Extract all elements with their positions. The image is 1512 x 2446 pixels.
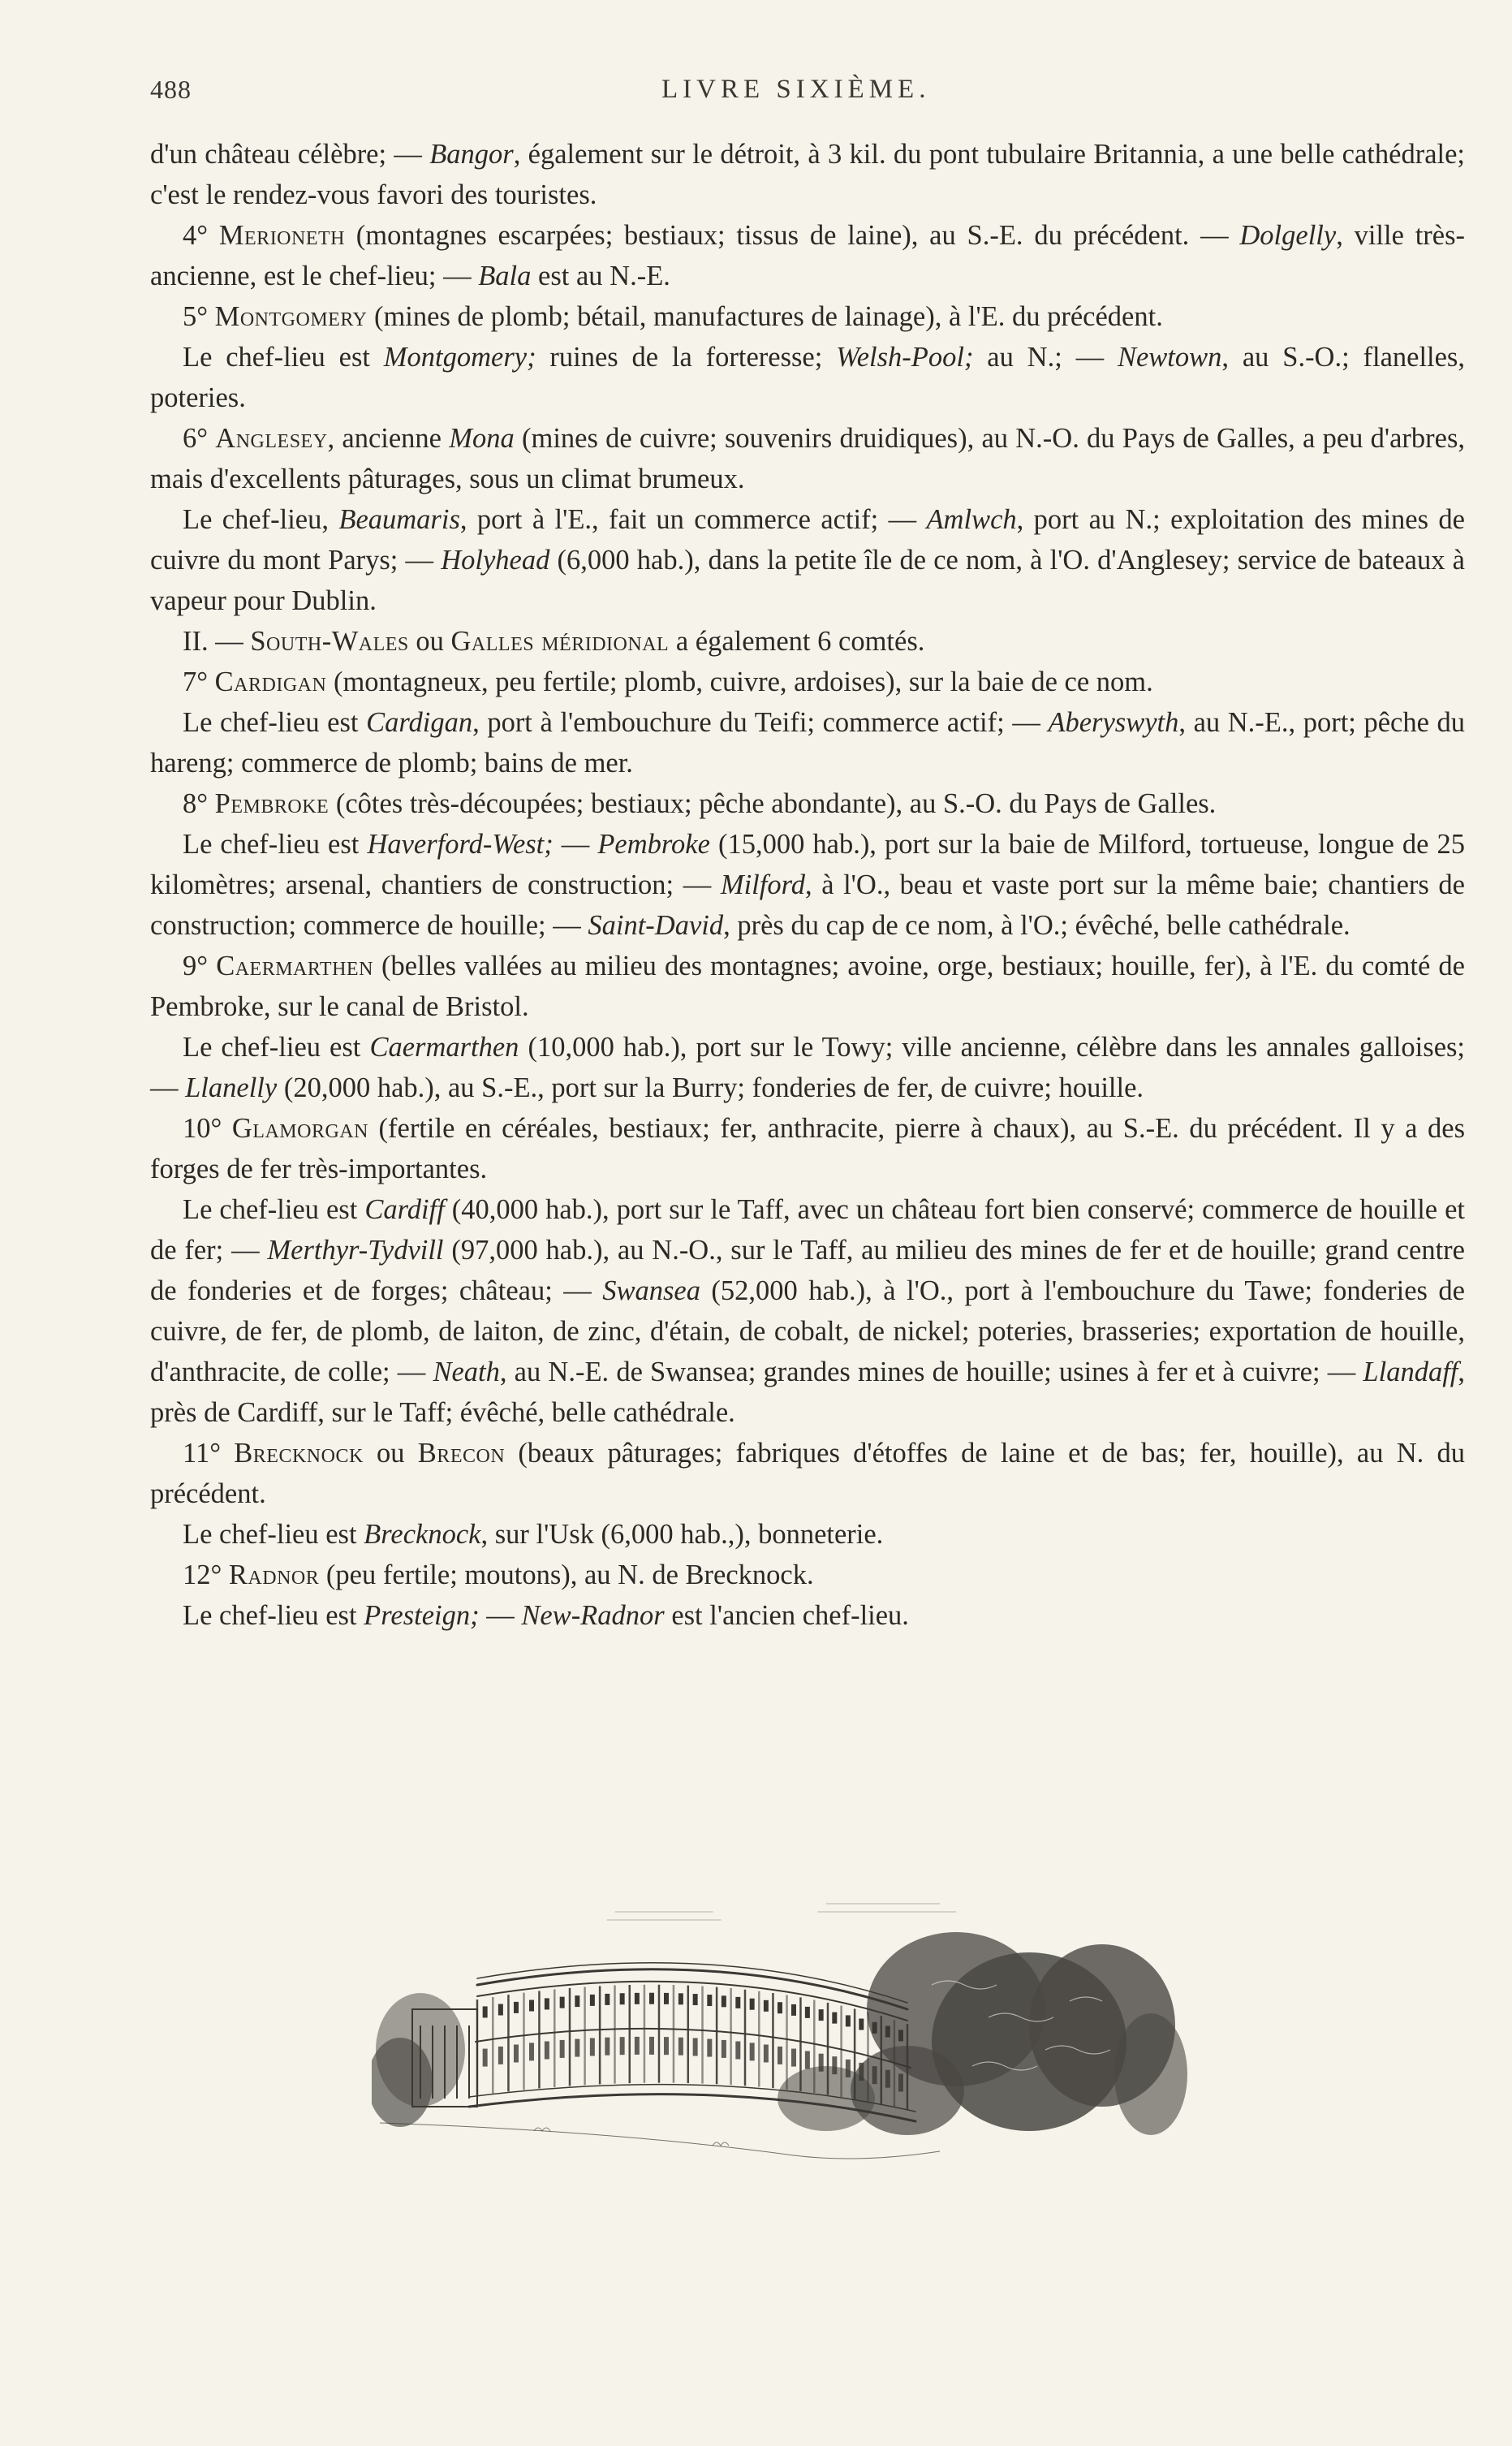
place-name: Merthyr-Tydvill [267, 1235, 444, 1266]
county-name: Anglesey [215, 423, 328, 454]
text-run: (peu fertile; moutons), au N. de Brecknock. [319, 1559, 814, 1590]
text-run: , ancienne [327, 423, 450, 454]
text-run: a également 6 comtés. [669, 626, 925, 657]
county-name: Montgomery [214, 301, 368, 332]
text-run: ou [363, 1438, 418, 1469]
place-name: Bala [478, 261, 532, 291]
text-run: 5° [183, 301, 215, 332]
place-name: Amlwch [926, 504, 1017, 535]
paragraph [150, 296, 1465, 337]
place-name: Pembroke [597, 829, 710, 860]
text-run: (montagneux, peu fertile; plomb, cuivre, ardoises), sur la baie de ce nom. [326, 667, 1153, 697]
text-run: Le chef-lieu est [183, 707, 367, 738]
paragraph [150, 418, 1465, 499]
text-run: , sur l'Usk (6,000 hab.,), bonneterie. [480, 1519, 884, 1550]
county-name: Pembroke [214, 788, 330, 819]
place-name: Neath [433, 1357, 500, 1387]
text-run: , près du cap de ce nom, à l'O.; évêché, belle cathédrale. [723, 910, 1350, 941]
text-run: II. — [183, 626, 251, 657]
text-run: (6,000 hab.), dans la petite île de ce nom, à l'O. d'Anglesey; service de bateaux à vapeur pour Dublin. [150, 545, 1465, 616]
place-name: Cardigan [366, 707, 473, 738]
text-run: — [553, 829, 598, 860]
text-run: est au N.-E. [531, 261, 670, 291]
county-name: Cardigan [214, 667, 327, 697]
text-run: (fertile en céréales, bestiaux; fer, anthracite, pierre à chaux), au S.-E. du précédent. Il y a des forges de fer très-importantes. [150, 1113, 1465, 1184]
paragraph [150, 1555, 1465, 1595]
text-run: ruines de la forteresse; [536, 342, 837, 373]
place-name: Dolgelly [1239, 220, 1337, 251]
place-name: Mona [449, 423, 515, 454]
place-name: Cardiff [364, 1194, 445, 1225]
place-name: New-Radnor [521, 1600, 665, 1631]
text-run: Le chef-lieu est [183, 1194, 365, 1225]
place-name: Aberyswyth [1048, 707, 1179, 738]
text-run: (mines de cuivre; souvenirs druidiques), au N.-O. du Pays de Galles, a peu d'arbres, mais d'excellents pâturages, sous un climat brumeux. [150, 423, 1466, 494]
paragraph [150, 662, 1465, 702]
place-name: Llandaff [1363, 1357, 1458, 1387]
text-run: 7° [183, 667, 215, 697]
text-run: — [479, 1600, 522, 1631]
place-name: Saint-David [588, 910, 724, 941]
paragraph [150, 134, 1465, 215]
text-run: est l'ancien chef-lieu. [664, 1600, 909, 1631]
text-run: 4° [183, 220, 219, 251]
text-run: (côtes très-découpées; bestiaux; pêche abondante), au S.-O. du Pays de Galles. [329, 788, 1217, 819]
text-run: ou [408, 626, 451, 657]
paragraph [150, 337, 1465, 418]
text-run: , port au N.; exploitation des mines de cuivre du mont Parys; — [150, 504, 1465, 576]
text-run: (beaux pâturages; fabriques d'étoffes de laine et de bas; fer, houille), au N. du précédent. [150, 1438, 1465, 1509]
place-name: Holyhead [441, 545, 550, 576]
text-run: , port à l'embouchure du Teifi; commerce actif; — [472, 707, 1049, 738]
county-name: Caermarthen [216, 951, 373, 981]
text-run: 10° [183, 1113, 232, 1144]
paragraph [150, 1027, 1465, 1108]
text-run: (40,000 hab.), port sur le Taff, avec un château fort bien conservé; commerce de houille et de fer; — [150, 1194, 1466, 1266]
county-name: Glamorgan [231, 1113, 368, 1144]
text-run: , ville très-ancienne, est le chef-lieu; — [150, 220, 1466, 291]
text-run: (20,000 hab.), au S.-E., port sur la Burry; fonderies de fer, de cuivre; houille. [277, 1072, 1144, 1103]
place-name: Beaumaris [338, 504, 460, 535]
place-name: Llanelly [185, 1072, 278, 1103]
place-name: Newtown [1117, 342, 1222, 373]
text-run: 11° [183, 1438, 235, 1469]
place-name: Haverford-West; [367, 829, 554, 860]
place-name: Welsh-Pool; [836, 342, 974, 373]
crescent-engraving-illustration [372, 1887, 1191, 2172]
paragraph [150, 702, 1465, 783]
place-name: Presteign; [364, 1600, 480, 1631]
county-name: Galles méridional [450, 626, 670, 657]
paragraph [150, 1189, 1465, 1433]
place-name: Bangor [429, 139, 514, 170]
county-name: Radnor [228, 1559, 320, 1590]
text-run: Le chef-lieu est [183, 1519, 364, 1550]
text-run: (mines de plomb; bétail, manufactures de lainage), à l'E. du précédent. [367, 301, 1163, 332]
place-name: Milford [720, 869, 805, 900]
text-run: Le chef-lieu est [183, 1600, 364, 1631]
text-run: Le chef-lieu est [183, 829, 368, 860]
paragraph [150, 1108, 1465, 1189]
running-title: LIVRE SIXIÈME. [661, 75, 931, 104]
paragraph [150, 1514, 1465, 1555]
text-run: (52,000 hab.), à l'O., port à l'embouchure du Tawe; fonderies de cuivre, de fer, de plomb, de laiton, de zinc, d'étain, de cobalt, de nickel; poteries, brasseries; exportation de houille, d'anthracite, de colle; — [150, 1275, 1465, 1387]
text-run: d'un château célèbre; — [150, 139, 430, 170]
text-run: 12° [183, 1559, 229, 1590]
text-run: Le chef-lieu est [183, 1032, 370, 1063]
place-name: Montgomery; [383, 342, 536, 373]
text-run: au N.; — [973, 342, 1118, 373]
text-run: , au S.-O.; flanelles, poteries. [150, 342, 1465, 413]
text-run: (97,000 hab.), au N.-O., sur le Taff, au milieu des mines de fer et de houille; grand centre de fonderies et de forges; château; — [150, 1235, 1465, 1306]
page-header [150, 75, 1465, 115]
text-run: (montagnes escarpées; bestiaux; tissus de laine), au S.-E. du précédent. — [345, 220, 1240, 251]
paragraph [150, 946, 1465, 1027]
text-run: , port à l'E., fait un commerce actif; — [459, 504, 927, 535]
text-run: (belles vallées au milieu des montagnes; avoine, orge, bestiaux; houille, fer), à l'E. du comté de Pembroke, sur le canal de Bristol. [150, 951, 1465, 1022]
county-name: Brecon [417, 1438, 506, 1469]
text-run: 6° [183, 423, 216, 454]
body-text [150, 134, 1465, 1636]
paragraph [150, 824, 1465, 946]
text-run: , près de Cardiff, sur le Taff; évêché, belle cathédrale. [150, 1357, 1465, 1428]
county-name: Brecknock [234, 1438, 364, 1469]
county-name: South-Wales [250, 626, 409, 657]
text-run: (15,000 hab.), port sur la baie de Milford, tortueuse, longue de 25 kilomètres; arsenal, chantiers de construction; — [150, 829, 1466, 900]
text-run: , au N.-E. de Swansea; grandes mines de houille; usines à fer et à cuivre; — [499, 1357, 1363, 1387]
county-name: Merioneth [218, 220, 345, 251]
text-run: 8° [183, 788, 215, 819]
place-name: Brecknock [364, 1519, 481, 1550]
place-name: Swansea [602, 1275, 700, 1306]
paragraph [150, 621, 1465, 662]
paragraph [150, 1433, 1465, 1514]
text-run: , à l'O., beau et vaste port sur la même baie; chantiers de construction; commerce de houille; — [150, 869, 1465, 941]
place-name: Caermarthen [369, 1032, 519, 1063]
paragraph [150, 215, 1465, 296]
text-run: Le chef-lieu, [183, 504, 339, 535]
text-run: , également sur le détroit, à 3 kil. du pont tubulaire Britannia, a une belle cathédrale; c'est le rendez-vous favori des touristes. [150, 139, 1465, 210]
text-run: 9° [183, 951, 217, 981]
paragraph [150, 1595, 1465, 1636]
text-run: (10,000 hab.), port sur le Towy; ville ancienne, célèbre dans les annales galloises; — [150, 1032, 1466, 1103]
page-number: 488 [150, 75, 192, 104]
paragraph [150, 499, 1465, 621]
text-run: Le chef-lieu est [183, 342, 384, 373]
paragraph [150, 783, 1465, 824]
text-run: , au N.-E., port; pêche du hareng; commerce de plomb; bains de mer. [150, 707, 1466, 779]
